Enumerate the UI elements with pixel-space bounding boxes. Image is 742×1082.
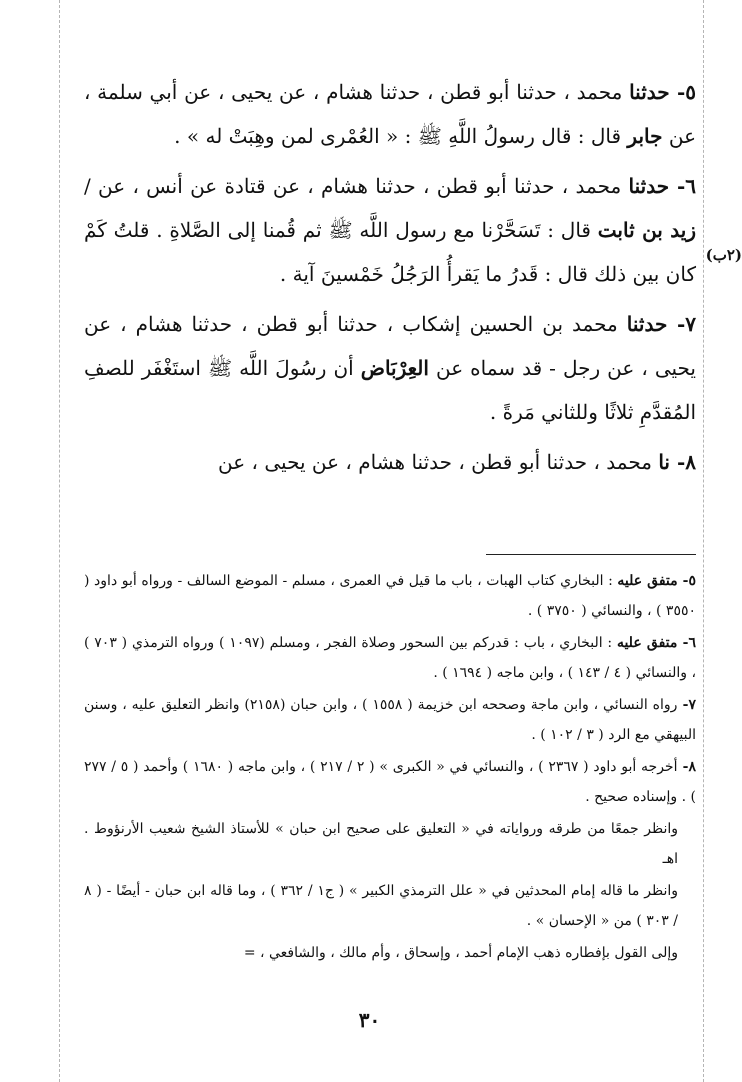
hadith-6 (84, 164, 696, 296)
footnote-number: ٧- (677, 697, 697, 713)
hadith-text: محمد ، حدثنا أبو قطن ، حدثنا هشام ، عن قتادة عن أنس ، عن / (84, 174, 629, 198)
footnote-text: : البخاري كتاب الهبات ، باب ما قيل في العمرى ، مسلم - الموضع السالف - ورواه أبو داود ( ٣٥٥٠ ) ، والنسائي ( ٣٧٥٠ ) . (84, 573, 696, 619)
hadith-lead: حدثنا (629, 80, 670, 104)
hadith-5 (84, 70, 696, 158)
hadith-text: قال : تَسَحَّرْنا مع رسول اللَّه ﷺ ثم قُمنا إلى الصَّلاةِ . قلتُ كَمْ كان بين ذلك قال : قَدرُ ما يَقرأُ الرَجُلُ خَمْسينَ آية . (84, 218, 696, 286)
footnote-5 (84, 566, 696, 626)
hadith-number: ٨- (669, 450, 696, 474)
footnote-number: ٨- (677, 759, 696, 775)
margin-guide-left (59, 0, 60, 1082)
narrator-name: جابر (627, 124, 663, 148)
footnote-separator (486, 554, 696, 555)
hadith-text: أن رسُولَ اللَّه ﷺ استَغْفَر للصفِ المُقدَّمِ ثلاثًا وللثاني مَرةً . (84, 356, 696, 424)
hadith-8 (84, 440, 696, 484)
hadith-lead: حدثنا (626, 312, 668, 336)
footnote-lead: متفق عليه (616, 635, 678, 651)
narrator-name: العِرْبَاض (360, 356, 429, 380)
hadith-text: محمد بن الحسين إشكاب ، حدثنا أبو قطن ، حدثنا هشام ، عن يحيى ، عن رجل - قد سماه عن (84, 312, 696, 380)
footnote-8-continued: وانظر ما قاله إمام المحدثين في « علل الترمذي الكبير » ( ج١ / ٣٦٢ ) ، وما قاله ابن حبان - أيضًا - ( ٨ / ٣٠٣ ) من « الإحسان » . (84, 883, 678, 929)
hadith-7 (84, 302, 696, 434)
footnote-8-continued: وانظر جمعًا من طرقه ورواياته في « التعليق على صحيح ابن حبان » للأستاذ الشيخ شعيب الأرنؤوط . اهـ (84, 821, 678, 867)
hadith-number: ٦- (669, 174, 696, 198)
main-text (84, 70, 696, 490)
footnote-lead: متفق عليه (617, 573, 678, 589)
footnote-text: أخرجه أبو داود ( ٢٣٦٧ ) ، والنسائي في « الكبرى » ( ٢ / ٢١٧ ) ، وابن ماجه ( ١٦٨٠ ) وأحمد ( ٥ / ٢٧٧ ) . وإسناده صحيح . (84, 759, 696, 805)
hadith-lead: حدثنا (628, 174, 670, 198)
page-number: ٣٠ (358, 1008, 381, 1032)
hadith-text: قال : قال رسولُ اللَّهِ ﷺ : « العُمْرى لمن وهِبَتْ له » . (174, 124, 628, 148)
hadith-number: ٧- (667, 312, 696, 336)
footnote-7 (84, 690, 696, 750)
hadith-text: محمد ، حدثنا أبو قطن ، حدثنا هشام ، عن يحيى ، عن (218, 450, 659, 474)
footnotes (84, 566, 696, 970)
hadith-number: ٥- (669, 80, 697, 104)
manuscript-folio-note: (٢ب) (705, 246, 742, 264)
narrator-name: زيد بن ثابت (597, 218, 696, 242)
footnote-text: : البخاري ، باب : قدركم بين السحور وصلاة الفجر ، ومسلم (١٠٩٧ ) ورواه الترمذي ( ٧٠٣ ) ، والنسائي ( ٤ / ١٤٣ ) ، وابن ماجه ( ١٦٩٤ ) . (84, 635, 696, 681)
footnote-6 (84, 628, 696, 688)
hadith-text: محمد ، حدثنا أبو قطن ، حدثنا هشام ، عن يحيى ، عن أبي سلمة ، عن (84, 80, 696, 148)
footnote-text: رواه النسائي ، وابن ماجة وصححه ابن خزيمة ( ١٥٥٨ ) ، وابن حبان (٢١٥٨) وانظر التعليق عليه ، وسنن البيهقي مع الرد ( ٣ / ١٠٢ ) . (84, 697, 696, 743)
hadith-lead: نا (658, 450, 670, 474)
footnote-8-continued: وإلى القول بإفطاره ذهب الإمام أحمد ، وإسحاق ، وأم مالك ، والشافعي ، = (243, 945, 678, 961)
footnote-number: ٥- (677, 573, 697, 589)
footnote-number: ٦- (677, 635, 696, 651)
footnote-8 (84, 752, 696, 812)
margin-guide-right (703, 0, 704, 1082)
